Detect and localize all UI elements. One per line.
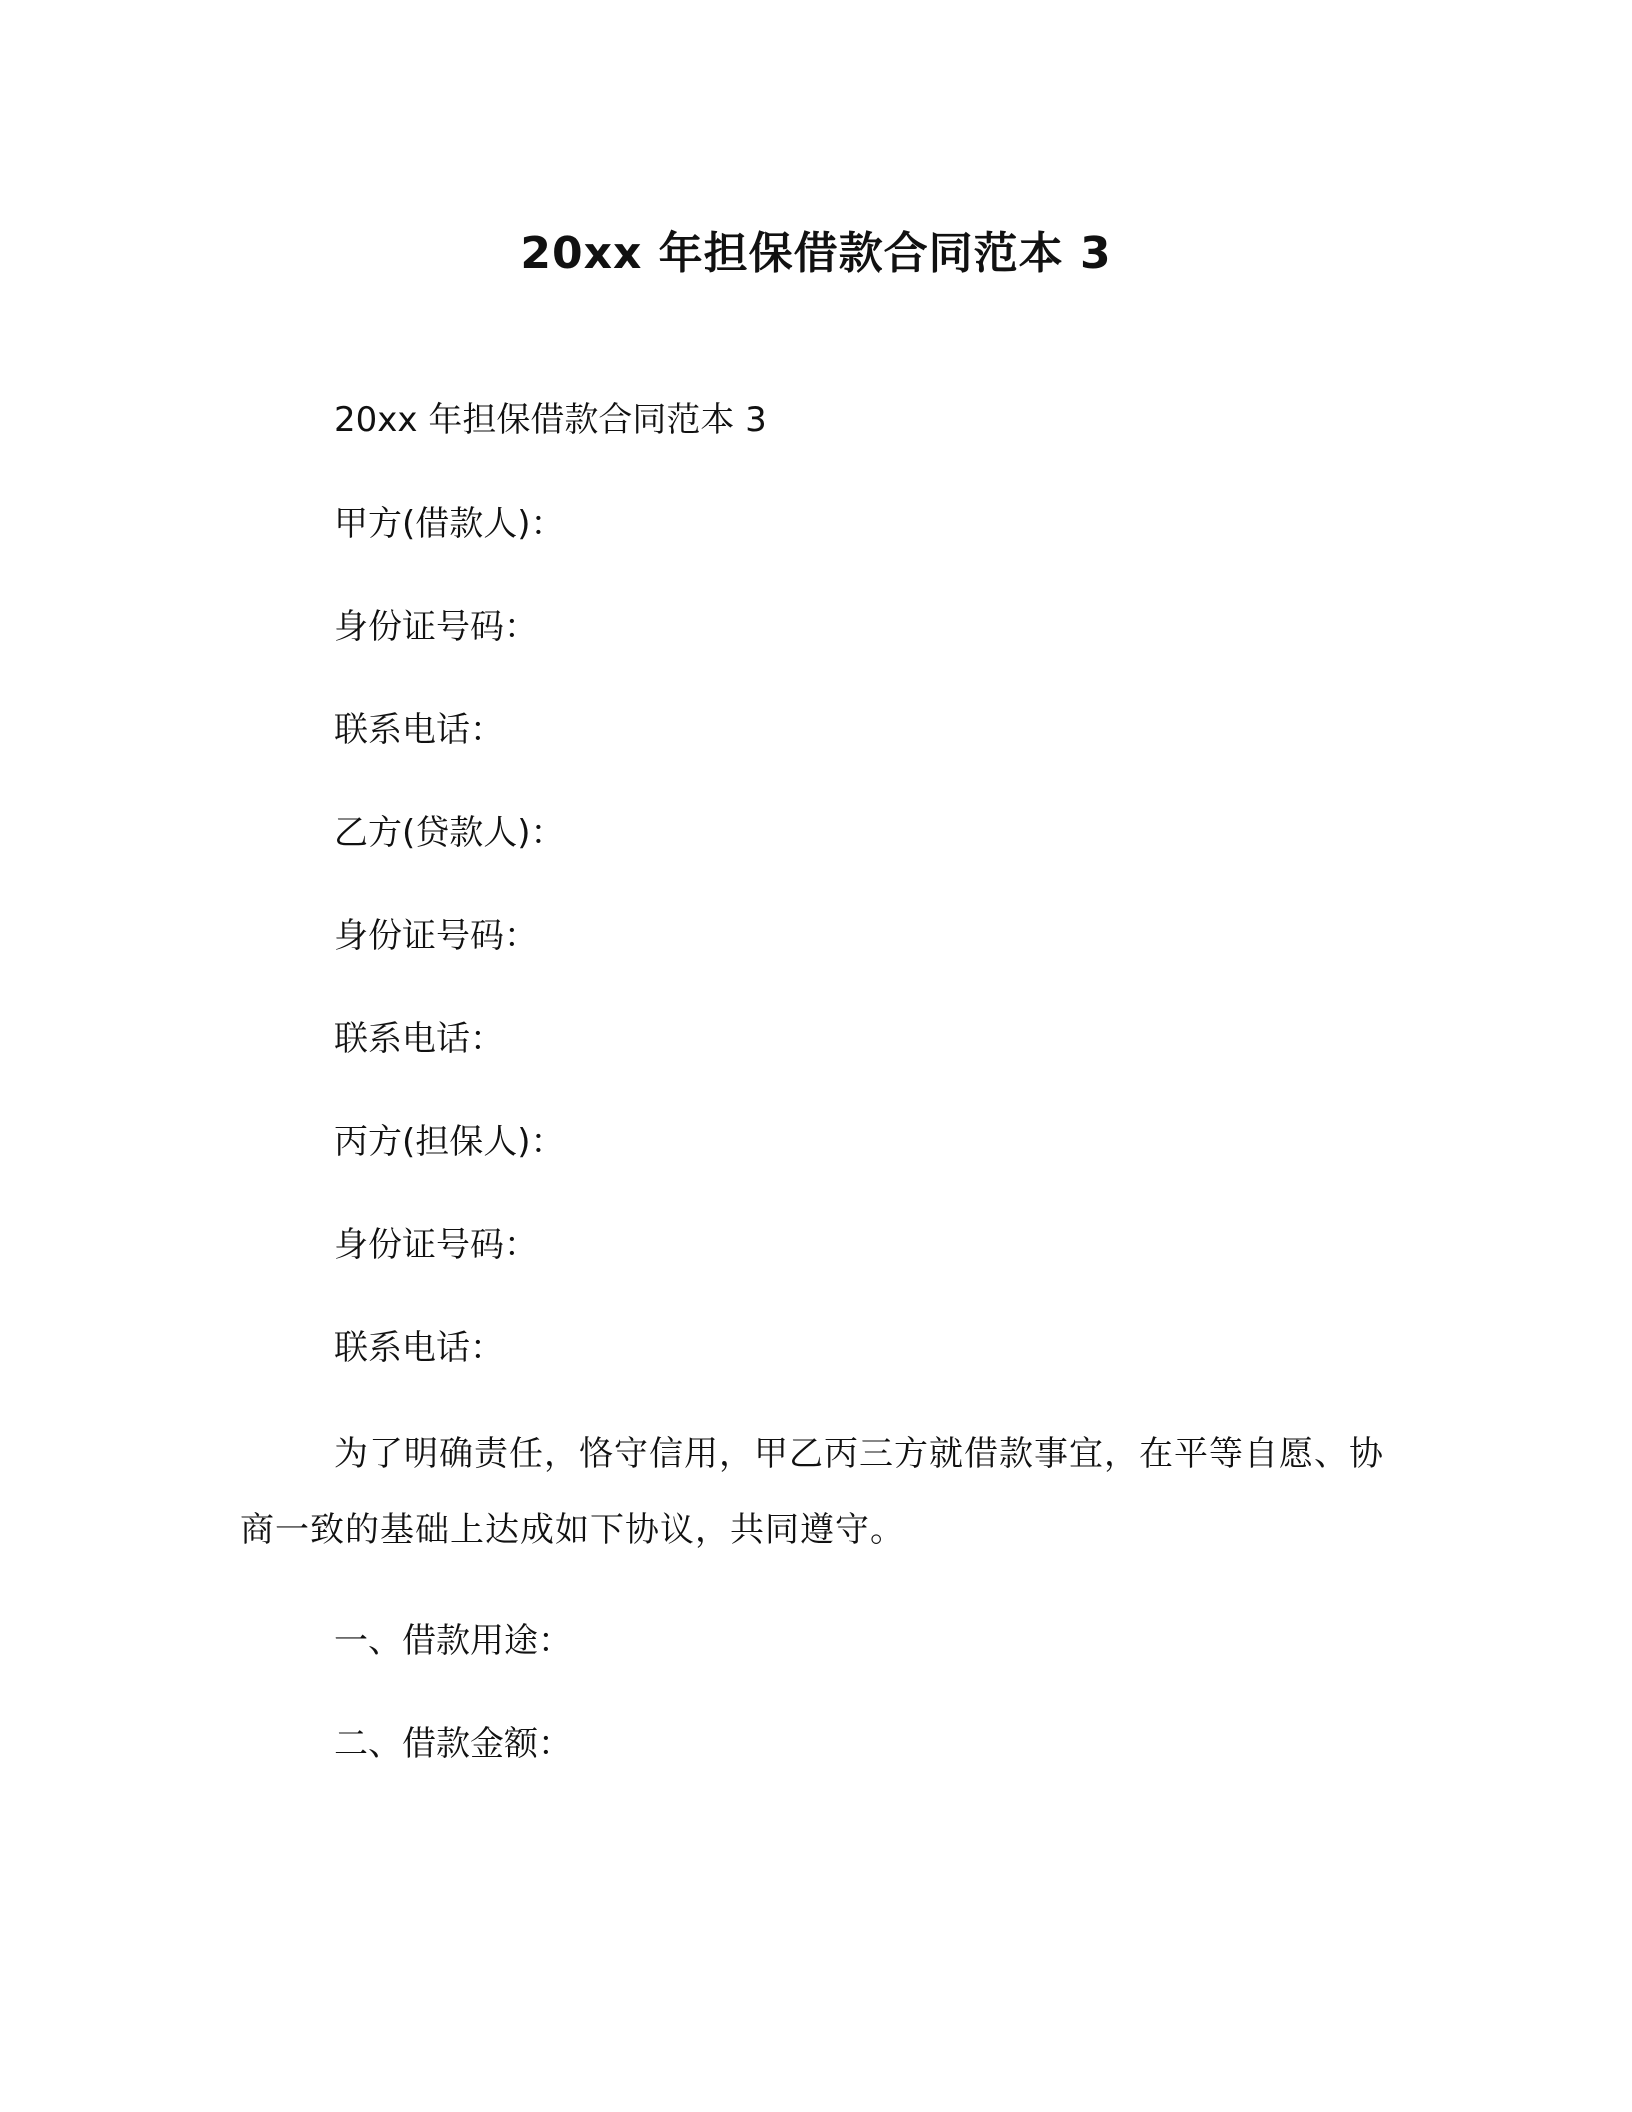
- party-b-id-label: 身份证号码：: [334, 916, 538, 956]
- party-b-label: 乙方(贷款人)：: [334, 813, 565, 853]
- party-a-id-label: 身份证号码：: [334, 607, 538, 647]
- clause-2-label: 二、借款金额：: [334, 1724, 572, 1764]
- clause-1-label: 一、借款用途：: [334, 1621, 572, 1661]
- party-a-phone-label: 联系电话：: [334, 710, 504, 750]
- party-b-phone-label: 联系电话：: [334, 1019, 504, 1059]
- party-c-phone-label: 联系电话：: [334, 1328, 504, 1368]
- intro-paragraph: 为了明确责任，恪守信用，甲乙丙三方就借款事宜，在平等自愿、协商一致的基础上达成如下协议，共同遵守。: [240, 1434, 1384, 1550]
- document-subtitle: 20xx 年担保借款合同范本 3: [334, 400, 767, 440]
- party-a-label: 甲方(借款人)：: [334, 504, 565, 544]
- party-c-label: 丙方(担保人)：: [334, 1122, 565, 1162]
- document-title: 20xx 年担保借款合同范本 3: [520, 228, 1112, 279]
- party-c-id-label: 身份证号码：: [334, 1225, 538, 1265]
